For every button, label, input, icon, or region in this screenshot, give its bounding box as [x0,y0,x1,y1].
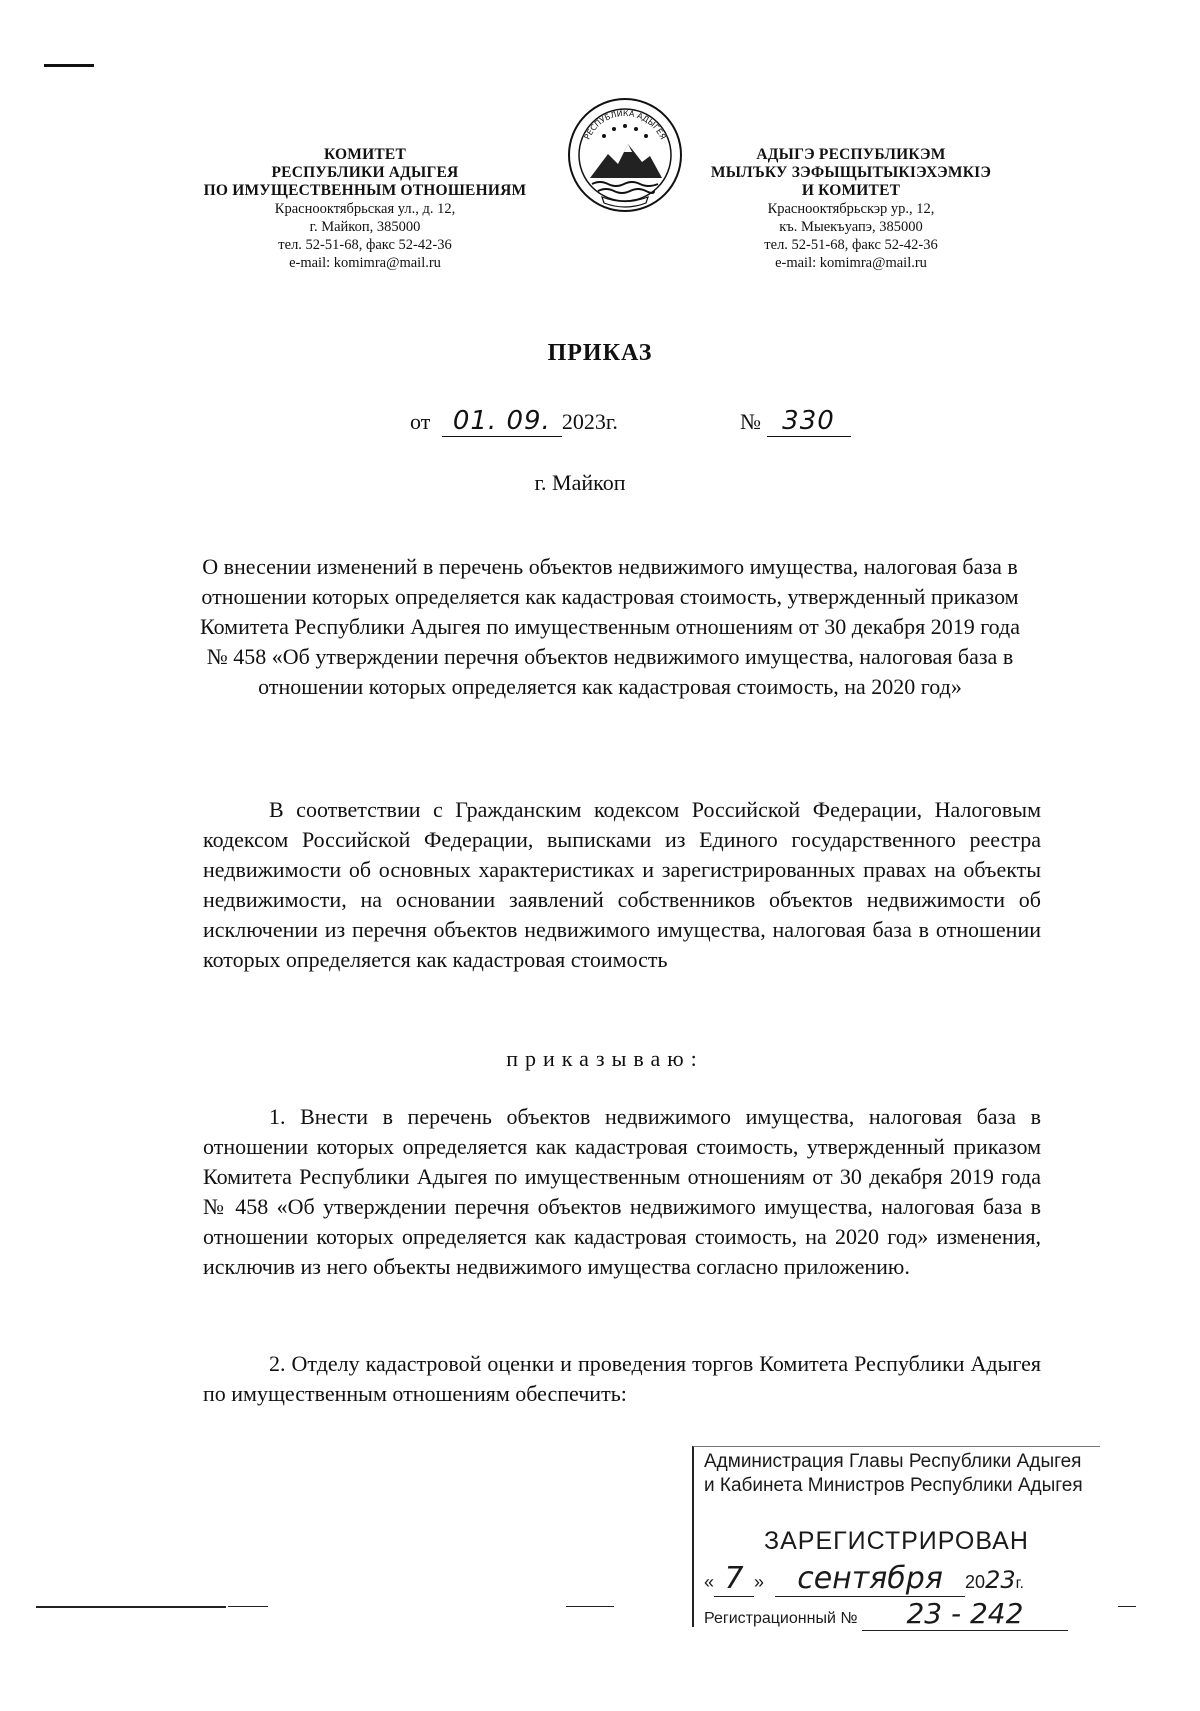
order-item-2: 2. Отделу кадастровой оценки и проведения торгов Комитета Республики Адыгея по имущественным отношениям обеспечить: [203,1351,1041,1406]
header-left-email: e-mail: komimra@mail.ru [289,255,441,271]
stamp-close-quote: » [754,1572,765,1592]
header-left-address1: Краснооктябрьская ул., д. 12, [274,201,456,217]
page-corner-mark [44,64,94,67]
coat-of-arms-icon [566,96,684,214]
header-left-line3: ПО ИМУЩЕСТВЕННЫМ ОТНОШЕНИЯМ [203,182,527,199]
header-right-line3: И КОМИТЕТ [801,182,901,199]
header-right-line1: АДЫГЭ РЕСПУБЛИКЭМ [756,146,946,163]
document-subject: О внесении изменений в перечень объектов недвижимого имущества, налоговая база в отношении которых определяется как кадастровая стоимость, утвержденный приказом Комитета Республики Адыгея по имущественным отношениям от 30 декабря 2019 года № 458 «Об утверждении перечня объектов недвижимого имущества, налоговая база в отношении которых определяется как кадастровая стоимость, на 2020 год» [199,554,1020,699]
order-number-line [740,406,851,437]
footer-line-right [1118,1606,1136,1607]
stamp-day: 7 [724,1561,744,1596]
header-left-address2: г. Майкоп, 385000 [309,219,421,235]
emblem-text: РЕСПУБЛИКА АДЫГЕЯ [582,108,668,142]
stamp-year-unit: г. [1015,1575,1024,1592]
stamp-reg-number: 23 - 242 [906,1597,1024,1630]
stamp-year-suffix: 23 [985,1566,1016,1594]
header-left [190,146,540,272]
header-left-line2: РЕСПУБЛИКИ АДЫГЕЯ [271,164,459,181]
order-word: приказываю: [506,1046,704,1071]
stamp-reg-label: Регистрационный № [704,1610,858,1627]
handwritten-date: 01. 09. [452,406,551,436]
stamp-month: сентября [797,1561,943,1596]
header-left-phone: тел. 52-51-68, факс 52-42-36 [278,237,452,253]
stamp-line1: Администрация Главы Республики Адыгея [704,1451,1082,1472]
document-title: ПРИКАЗ [547,340,653,366]
registration-stamp [692,1446,1100,1630]
date-prefix: от [410,409,431,434]
date-year: 2023г. [561,409,618,434]
stamp-reg-row [704,1597,1068,1631]
preamble-paragraph: В соответствии с Гражданским кодексом Российской Федерации, Налоговым кодексом Российской Федерации, выписками из Единого государственного реестра недвижимости об основных характеристиках и зарегистрированных правах на объекты недвижимости, на основании заявлений собственников объектов недвижимости об исключении из перечня объектов недвижимого имущества, налоговая база в отношении которых определяется как кадастровая стоимость [203,797,1041,972]
header-right-line2: МЫЛЪКУ ЗЭФЫЩЫТЫКІЭХЭМКІЭ [710,164,992,181]
header-right [676,146,1026,272]
order-item-1: 1. Внести в перечень объектов недвижимого имущества, налоговая база в отношении которых определяется как кадастровая стоимость, утвержденный приказом Комитета Республики Адыгея по имущественным отношениям от 30 декабря 2019 года № 458 «Об утверждении перечня объектов недвижимого имущества, налоговая база в отношении которых определяется как кадастровая стоимость, на 2020 год» изменения, исключив из него объекты недвижимого имущества согласно приложению. [203,1104,1041,1279]
footer-line-left [36,1606,226,1608]
footer-line-left-dash [228,1606,268,1607]
number-label: № [740,409,761,434]
city: г. Майкоп [534,470,626,495]
date-line [410,406,618,437]
header-left-line1: КОМИТЕТ [323,146,406,163]
header-right-phone: тел. 52-51-68, факс 52-42-36 [764,237,938,253]
header-right-address2: къ. Мыекъуапэ, 385000 [779,219,923,235]
stamp-date-row [704,1561,1024,1597]
stamp-year-prefix: 20 [965,1572,986,1592]
handwritten-number: 330 [782,406,835,436]
stamp-line2: и Кабинета Министров Республики Адыгея [704,1475,1083,1496]
header-right-address1: Краснооктябрьскэр ур., 12, [767,201,935,217]
stamp-open-quote: « [704,1572,715,1592]
footer-line-mid [566,1606,614,1607]
stamp-status: ЗАРЕГИСТРИРОВАН [764,1527,1029,1555]
header-right-email: e-mail: komimra@mail.ru [775,255,927,271]
